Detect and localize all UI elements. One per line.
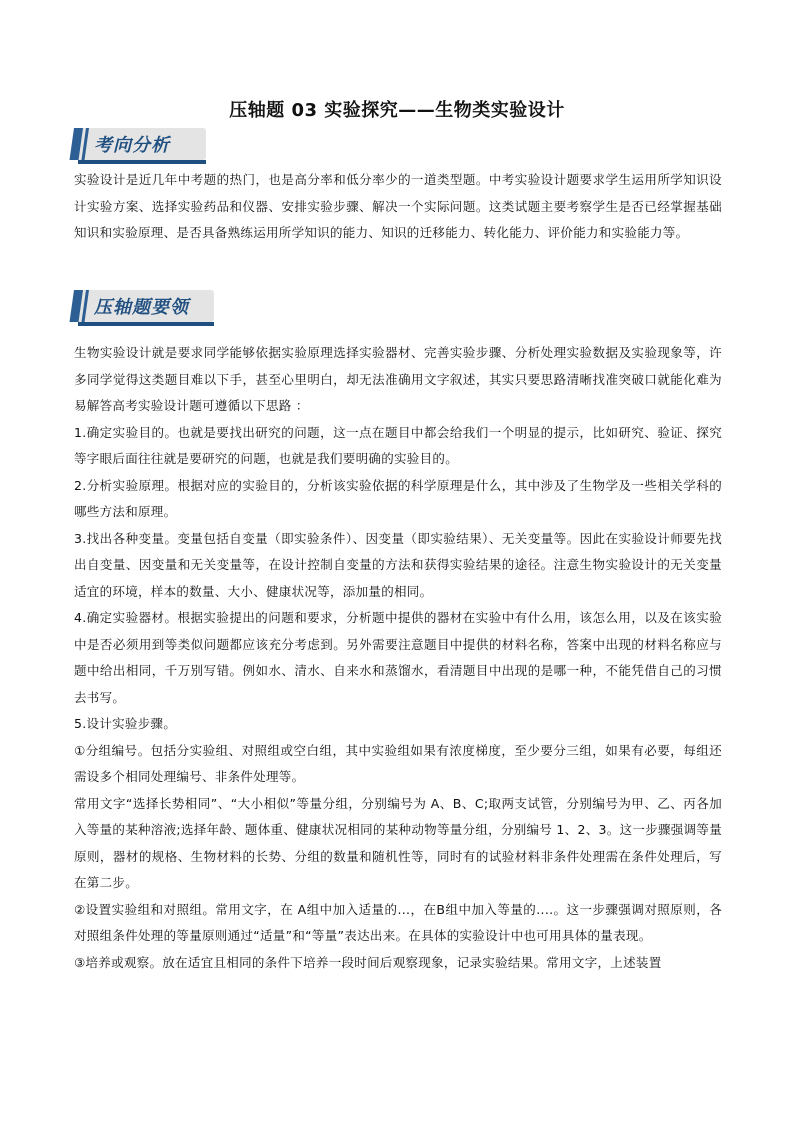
banner-accent-stripe: [70, 290, 83, 322]
key-points-paragraph: 常用文字“选择长势相同”、“大小相似”等量分组，分别编号为 A、B、C;取两支试管，分别编号为甲、乙、丙各加入等量的某种溶液;选择年龄、题体重、健康状况相同的某种动物等量分组，分别编号 1、2、3。这一步骤强调等量原则，器材的规格、生物材料的长势、分组的数量和随机性等，同时有的试验材料非条件处理需在条件处理后，写在第二步。: [74, 795, 722, 890]
section-banner-key-points: [74, 290, 214, 322]
banner-underline: [78, 322, 214, 326]
key-points-paragraph: 1.确定实验目的。也就是要找出研究的问题，这一点在题目中都会给我们一个明显的提示，比如研究、验证、探究等字眼后面往往就是要研究的问题，也就是我们要明确的实验目的。: [74, 424, 722, 466]
section-heading-analysis: 考向分析: [94, 135, 170, 156]
key-points-paragraph: 4.确定实验器材。根据实验提出的问题和要求，分析题中提供的器材在实验中有什么用，该怎么用，以及在该实验中是否必须用到等类似问题都应该充分考虑到。另外需要注意题目中提供的材料名称，答案中出现的材料名称应与题中给出相同，千万别写错。例如水、清水、自来水和蒸馏水，看清题目中出现的是哪一种，不能凭借自己的习惯去书写。: [74, 610, 722, 705]
section-heading-key-points: 压轴题要领: [94, 297, 189, 318]
key-points-text-block: [74, 340, 722, 976]
analysis-text-block: [74, 167, 722, 247]
banner-accent-stripe: [70, 128, 83, 160]
key-points-paragraph: ③培养或观察。放在适宜且相同的条件下培养一段时间后观察现象，记录实验结果。常用文字，上述装置: [74, 954, 662, 970]
key-points-paragraph: ②设置实验组和对照组。常用文字，在 A组中加入适量的...，在B组中加入等量的....。这一步骤强调对照原则，各对照组条件处理的等量原则通过“适量”和“等量”表达出来。在具体的实验设计中也可用具体的量表现。: [74, 901, 722, 943]
banner-accent-stripe: [82, 128, 89, 160]
analysis-paragraph: 实验设计是近几年中考题的热门，也是高分率和低分率少的一道类型题。中考实验设计题要求学生运用所学知识设计实验方案、选择实验药品和仪器、安排实验步骤、解决一个实际问题。这类试题主要考察学生是否已经掌握基础知识和实验原理、是否具备熟练运用所学知识的能力、知识的迁移能力、转化能力、评价能力和实验能力等。: [74, 172, 722, 240]
key-points-paragraph: 2.分析实验原理。根据对应的实验目的，分析该实验依据的科学原理是什么，其中涉及了生物学及一些相关学科的哪些方法和原理。: [74, 477, 722, 519]
key-points-paragraph: 5.设计实验步骤。: [74, 716, 177, 731]
section-banner-analysis: [74, 128, 206, 160]
key-points-paragraph: 生物实验设计就是要求同学能够依据实验原理选择实验器材、完善实验步骤、分析处理实验数据及实验现象等，许多同学觉得这类题目难以下手，甚至心里明白，却无法准确用文字叙述，其实只要思路清晰找准突破口就能化难为易解答高考实验设计题可遵循以下思路 ：: [74, 345, 722, 413]
key-points-paragraph: ①分组编号。包括分实验组、对照组或空白组，其中实验组如果有浓度梯度，至少要分三组，如果有必要，每组还需设多个相同处理编号、非条件处理等。: [74, 742, 722, 784]
page-title: 压轴题 03 实验探究——生物类实验设计: [229, 100, 565, 121]
banner-accent-stripe: [82, 290, 89, 322]
key-points-paragraph: 3.找出各种变量。变量包括自变量（即实验条件）、因变量（即实验结果）、无关变量等。因此在实验设计师要先找出自变量、因变量和无关变量等，在设计控制自变量的方法和获得实验结果的途径。注意生物实验设计的无关变量适宜的环境，样本的数量、大小、健康状况等，添加量的相同。: [74, 530, 722, 599]
banner-underline: [78, 160, 206, 164]
